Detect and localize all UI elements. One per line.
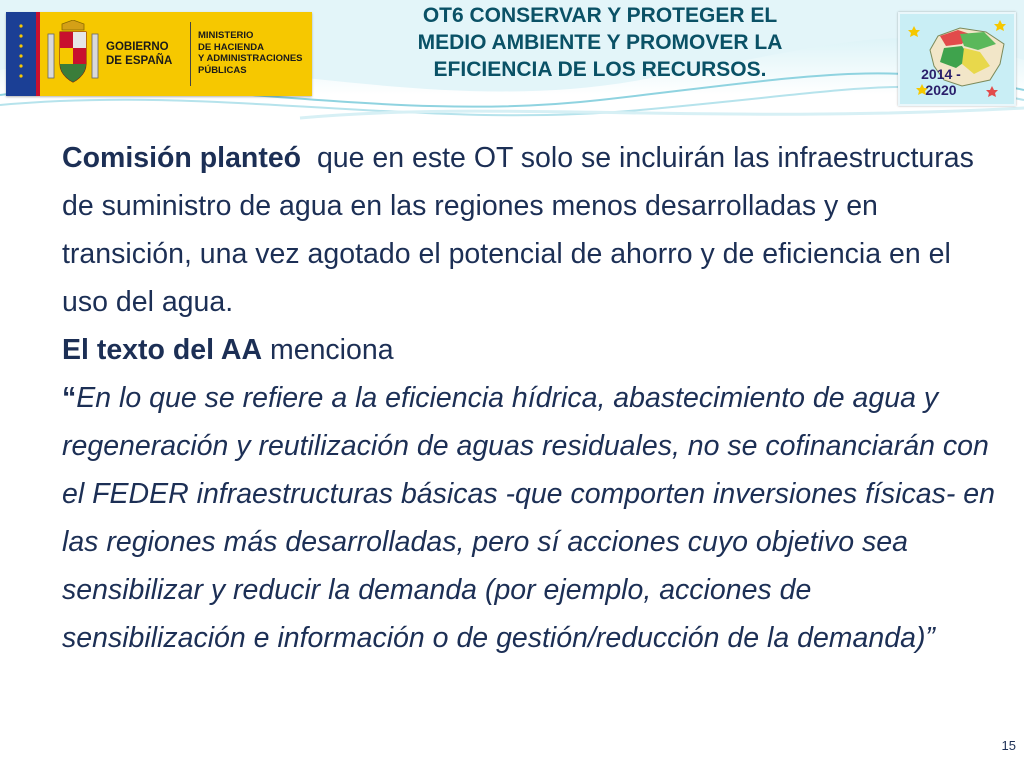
eu-flag-icon bbox=[6, 12, 36, 96]
quote-text: En lo que se refiere a la eficiencia hídrica, abastecimiento de agua y regeneración y reutilización de aguas residuales, no se cofinanciarán con el FEDER infraestructuras básicas -que comporten inversiones físicas- en las regiones más desarrolladas, pero sí acciones cuyo objetivo sea sensibilizar y reducir la demanda (por ejemplo, acciones de sensibilización e información o de gestión/reducción de la demanda)” bbox=[62, 382, 995, 654]
slide-title bbox=[330, 2, 870, 83]
flag-stripe bbox=[36, 12, 40, 96]
title-line: EFICIENCIA DE LOS RECURSOS. bbox=[433, 58, 767, 81]
programming-period-label: 2014 - 2020 bbox=[921, 66, 961, 98]
ministry-name bbox=[198, 30, 303, 76]
ministry-line: PÚBLICAS bbox=[198, 64, 247, 76]
slide-body bbox=[62, 134, 1002, 662]
title-line: OT6 CONSERVAR Y PROTEGER EL bbox=[422, 4, 778, 27]
ministry-line: MINISTERIO bbox=[198, 30, 254, 41]
programming-period-logo bbox=[898, 12, 1016, 106]
page-number: 15 bbox=[1001, 738, 1016, 753]
government-line: DE ESPAÑA bbox=[106, 55, 173, 67]
title-line: MEDIO AMBIENTE Y PROMOVER LA bbox=[417, 31, 783, 54]
paragraph-text: menciona bbox=[269, 334, 394, 366]
paragraph-agreement bbox=[62, 326, 1002, 374]
paragraph-lead: Comisión planteó bbox=[62, 142, 302, 174]
coat-of-arms-icon bbox=[44, 20, 102, 88]
open-quote-mark: “ bbox=[62, 382, 77, 414]
government-name bbox=[106, 40, 172, 68]
paragraph-lead: El texto del AA bbox=[62, 334, 263, 366]
paragraph-text: que en este OT solo se incluirán las infraestructuras de suministro de agua en las regiones menos desarrolladas y en transición, una vez agotado el potencial de ahorro y de eficiencia en el uso del agua. bbox=[62, 142, 974, 318]
government-logo bbox=[6, 12, 312, 96]
paragraph-commission bbox=[62, 134, 1002, 326]
ministry-line: DE HACIENDA bbox=[198, 41, 264, 53]
government-line: GOBIERNO bbox=[106, 41, 169, 53]
logo-divider bbox=[190, 22, 191, 86]
ministry-line: Y ADMINISTRACIONES bbox=[198, 53, 303, 64]
paragraph-quote bbox=[62, 374, 1002, 662]
